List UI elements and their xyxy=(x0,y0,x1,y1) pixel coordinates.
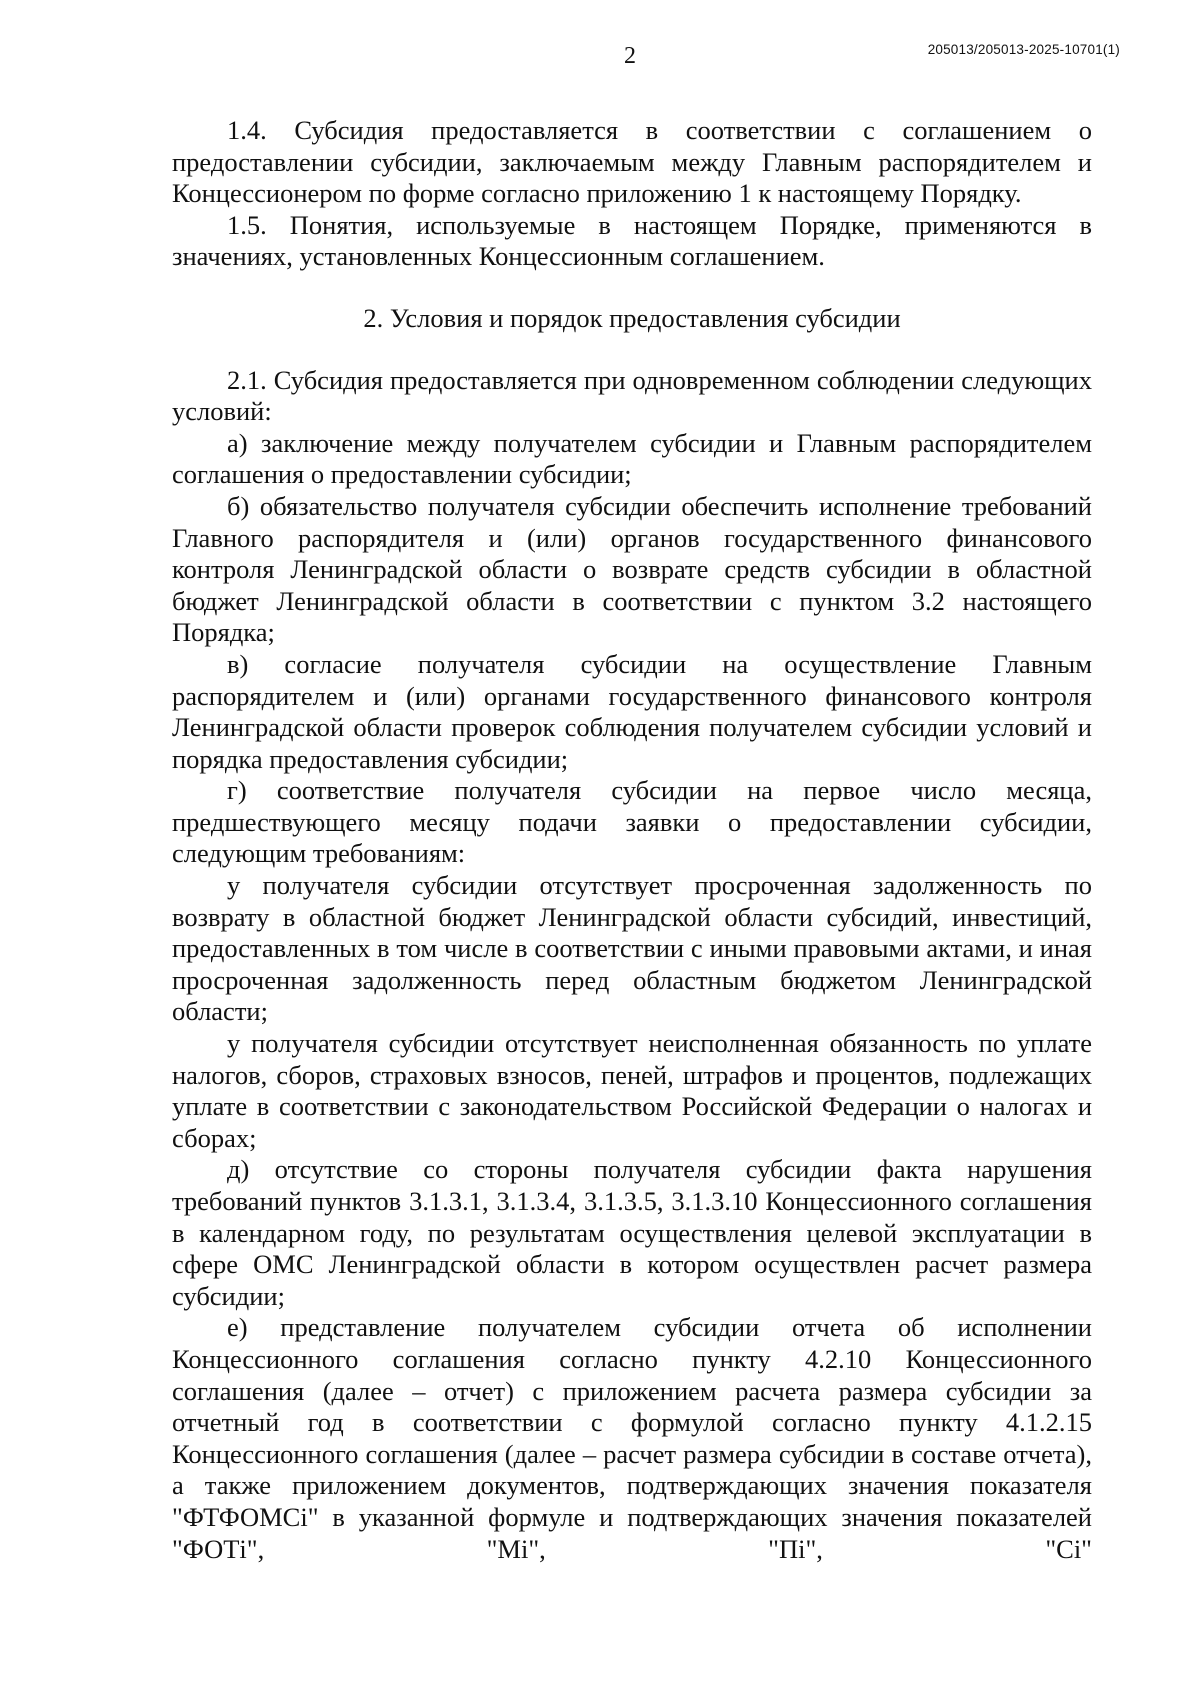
paragraph-2-1-d: д) отсутствие со стороны получателя субсидии факта нарушения требований пунктов 3.1.3.1, 3.1.3.4, 3.1.3.5, 3.1.3.10 Концессионного соглашения в календарном году, по результатам осуществления целевой эксплуатации в сфере ОМС Ленинградской области в котором осуществлен расчет размера субсидии; xyxy=(172,1154,1092,1311)
paragraph-2-1-e: е) представление получателем субсидии отчета об исполнении Концессионного соглашения согласно пункту 4.2.10 Концессионного соглашения (далее – отчет) с приложением расчета размера субсидии за отчетный год в соответствии с формулой согласно пункту 4.1.2.15 Концессионного соглашения (далее – расчет размера субсидии в составе отчета), а также приложением документов, подтверждающих значения показателя "ФТФОМСi" в указанной формуле и подтверждающих значения показателей "ФОТi", "Mi", "Пi", "Ci" xyxy=(172,1312,1092,1564)
paragraph-1-5: 1.5. Понятия, используемые в настоящем Порядке, применяются в значениях, установленных Концессионным соглашением. xyxy=(172,209,1092,272)
document-body xyxy=(172,115,1092,1565)
page-number: 2 xyxy=(624,43,636,69)
section-2-heading: 2. Условия и порядок предоставления субсидии xyxy=(363,302,901,333)
document-id: 205013/205013-2025-10701(1) xyxy=(927,42,1120,57)
paragraph-2-1-g-item-2: у получателя субсидии отсутствует неисполненная обязанность по уплате налогов, сборов, страховых взносов, пеней, штрафов и процентов, подлежащих уплате в соответствии с законодательством Российской Федерации о налогах и сборах; xyxy=(172,1028,1092,1153)
paragraph-2-1-g-item-1: у получателя субсидии отсутствует просроченная задолженность по возврату в областной бюджет Ленинградской области субсидий, инвестиций, предоставленных в том числе в соответствии с иными правовыми актами, и иная просроченная задолженность перед областным бюджетом Ленинградской области; xyxy=(172,870,1092,1027)
paragraph-2-1-g: г) соответствие получателя субсидии на первое число месяца, предшествующего месяцу подачи заявки о предоставлении субсидии, следующим требованиям: xyxy=(172,775,1092,869)
paragraph-2-1: 2.1. Субсидия предоставляется при одновременном соблюдении следующих условий: xyxy=(172,364,1092,427)
paragraph-2-1-a: а) заключение между получателем субсидии и Главным распорядителем соглашения о предоставлении субсидии; xyxy=(172,427,1092,490)
paragraph-2-1-v: в) согласие получателя субсидии на осуществление Главным распорядителем и (или) органами государственного финансового контроля Ленинградской области проверок соблюдения получателем субсидии условий и порядка предоставления субсидии; xyxy=(172,648,1092,774)
paragraph-2-1-b: б) обязательство получателя субсидии обеспечить исполнение требований Главного распорядителя и (или) органов государственного финансового контроля Ленинградской области о возврате средств субсидии в областной бюджет Ленинградской области в соответствии с пунктом 3.2 настоящего Порядка; xyxy=(172,490,1092,648)
paragraph-1-4: 1.4. Субсидия предоставляется в соответствии с соглашением о предоставлении субсидии, заключаемым между Главным распорядителем и Концессионером по форме согласно приложению 1 к настоящему Порядку. xyxy=(172,115,1092,209)
